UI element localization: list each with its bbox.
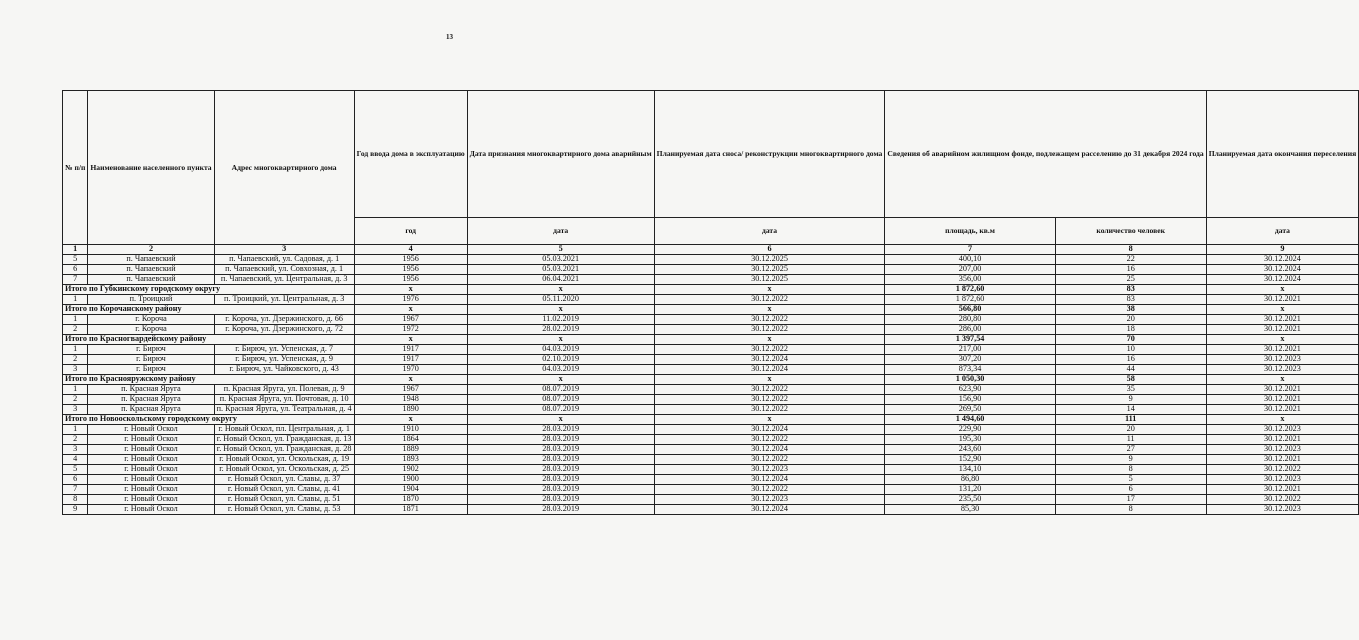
settlement-cell: г. Короча: [88, 315, 214, 325]
emergency-date-cell: 04.03.2019: [467, 345, 654, 355]
table-row: [63, 455, 1359, 465]
people-cell: 9: [1055, 455, 1206, 465]
people-cell: 10: [1055, 345, 1206, 355]
people-cell: 5: [1055, 475, 1206, 485]
people-cell: 17: [1055, 495, 1206, 505]
emergency-date-cell: 28.03.2019: [467, 435, 654, 445]
address-cell: г. Новый Оскол, пл. Центральная, д. 1: [214, 425, 354, 435]
year-cell: 1956: [354, 255, 467, 265]
demolition-date-cell: 30.12.2023: [654, 465, 885, 475]
table-row: [63, 365, 1359, 375]
year-cell: 1970: [354, 365, 467, 375]
header-row: [63, 91, 1359, 218]
row-number: 3: [63, 445, 88, 455]
row-number: 1: [63, 385, 88, 395]
area-cell: 156,90: [885, 395, 1055, 405]
subheader-date-1: дата: [467, 218, 654, 245]
demolition-date-cell: 30.12.2022: [654, 325, 885, 335]
emergency-date-cell: 28.03.2019: [467, 465, 654, 475]
people-cell: 111: [1055, 415, 1206, 425]
resettlement-date-cell: 30.12.2023: [1206, 355, 1359, 365]
column-number: 7: [885, 245, 1055, 255]
year-cell: 1889: [354, 445, 467, 455]
resettlement-date-cell: 30.12.2021: [1206, 455, 1359, 465]
row-number: 4: [63, 455, 88, 465]
people-cell: 38: [1055, 305, 1206, 315]
resettlement-date-cell: х: [1206, 285, 1359, 295]
year-cell: х: [354, 305, 467, 315]
area-cell: 286,00: [885, 325, 1055, 335]
row-number: 2: [63, 325, 88, 335]
resettlement-date-cell: 30.12.2021: [1206, 325, 1359, 335]
people-cell: 20: [1055, 315, 1206, 325]
address-cell: п. Чапаевский, ул. Садовая, д. 1: [214, 255, 354, 265]
address-cell: п. Троицкий, ул. Центральная, д. 3: [214, 295, 354, 305]
row-number: 5: [63, 255, 88, 265]
area-cell: 1 050,30: [885, 375, 1055, 385]
emergency-date-cell: х: [467, 305, 654, 315]
area-cell: 1 872,60: [885, 295, 1055, 305]
emergency-date-cell: х: [467, 375, 654, 385]
address-cell: п. Чапаевский, ул. Совхозная, д. 1: [214, 265, 354, 275]
year-cell: х: [354, 335, 467, 345]
area-cell: 1 494,60: [885, 415, 1055, 425]
year-cell: 1902: [354, 465, 467, 475]
area-cell: 623,90: [885, 385, 1055, 395]
emergency-date-cell: 28.03.2019: [467, 495, 654, 505]
column-number: 2: [88, 245, 214, 255]
total-label: Итого по Корочанскому району: [63, 305, 355, 315]
header-settlement: Наименование населенного пункта: [88, 91, 214, 245]
area-cell: 217,00: [885, 345, 1055, 355]
column-number: 8: [1055, 245, 1206, 255]
people-cell: 18: [1055, 325, 1206, 335]
demolition-date-cell: 30.12.2022: [654, 485, 885, 495]
area-cell: 280,80: [885, 315, 1055, 325]
settlement-cell: г. Новый Оскол: [88, 465, 214, 475]
year-cell: 1976: [354, 295, 467, 305]
table-row: [63, 355, 1359, 365]
settlement-cell: г. Новый Оскол: [88, 485, 214, 495]
address-cell: г. Бирюч, ул. Чайковского, д. 43: [214, 365, 354, 375]
settlement-cell: г. Бирюч: [88, 345, 214, 355]
resettlement-date-cell: 30.12.2021: [1206, 485, 1359, 495]
address-cell: г. Новый Оскол, ул. Славы, д. 41: [214, 485, 354, 495]
resettlement-date-cell: 30.12.2023: [1206, 425, 1359, 435]
table-row: [63, 385, 1359, 395]
resettlement-date-cell: 30.12.2023: [1206, 475, 1359, 485]
area-cell: 85,30: [885, 505, 1055, 515]
table-row: [63, 275, 1359, 285]
address-cell: п. Красная Яруга, ул. Театральная, д. 4: [214, 405, 354, 415]
year-cell: 1910: [354, 425, 467, 435]
year-cell: 1893: [354, 455, 467, 465]
area-cell: 566,80: [885, 305, 1055, 315]
demolition-date-cell: 30.12.2022: [654, 435, 885, 445]
column-number: 1: [63, 245, 88, 255]
year-cell: 1967: [354, 315, 467, 325]
people-cell: 16: [1055, 265, 1206, 275]
demolition-date-cell: 30.12.2022: [654, 455, 885, 465]
table-row: [63, 325, 1359, 335]
demolition-date-cell: х: [654, 305, 885, 315]
header-address: Адрес многоквартирного дома: [214, 91, 354, 245]
row-number: 7: [63, 275, 88, 285]
total-row: [63, 305, 1359, 315]
table-row: [63, 295, 1359, 305]
resettlement-date-cell: 30.12.2022: [1206, 465, 1359, 475]
row-number: 1: [63, 345, 88, 355]
address-cell: г. Короча, ул. Дзержинского, д. 66: [214, 315, 354, 325]
year-cell: х: [354, 285, 467, 295]
total-row: [63, 375, 1359, 385]
row-number: 1: [63, 315, 88, 325]
people-cell: 27: [1055, 445, 1206, 455]
year-cell: 1917: [354, 345, 467, 355]
row-number: 5: [63, 465, 88, 475]
area-cell: 1 872,60: [885, 285, 1055, 295]
column-number: 4: [354, 245, 467, 255]
table-row: [63, 505, 1359, 515]
people-cell: 83: [1055, 285, 1206, 295]
row-number: 3: [63, 405, 88, 415]
header-date-resettlement: Планируемая дата окончания переселения: [1206, 91, 1359, 218]
demolition-date-cell: 30.12.2024: [654, 365, 885, 375]
area-cell: 195,30: [885, 435, 1055, 445]
demolition-date-cell: 30.12.2022: [654, 405, 885, 415]
people-cell: 70: [1055, 335, 1206, 345]
header-date-demolition: Планируемая дата сноса/ реконструкции многоквартирного дома: [654, 91, 885, 218]
people-cell: 14: [1055, 405, 1206, 415]
people-cell: 9: [1055, 395, 1206, 405]
total-row: [63, 415, 1359, 425]
total-row: [63, 335, 1359, 345]
emergency-housing-table: [62, 90, 1359, 515]
settlement-cell: п. Чапаевский: [88, 265, 214, 275]
year-cell: х: [354, 415, 467, 425]
demolition-date-cell: 30.12.2023: [654, 495, 885, 505]
demolition-date-cell: х: [654, 375, 885, 385]
table-row: [63, 495, 1359, 505]
resettlement-date-cell: 30.12.2021: [1206, 395, 1359, 405]
resettlement-date-cell: 30.12.2021: [1206, 295, 1359, 305]
settlement-cell: г. Новый Оскол: [88, 455, 214, 465]
address-cell: г. Новый Оскол, ул. Славы, д. 53: [214, 505, 354, 515]
settlement-cell: г. Бирюч: [88, 365, 214, 375]
table-row: [63, 425, 1359, 435]
address-cell: п. Красная Яруга, ул. Почтовая, д. 10: [214, 395, 354, 405]
year-cell: 1900: [354, 475, 467, 485]
row-number: 6: [63, 475, 88, 485]
year-cell: 1871: [354, 505, 467, 515]
column-number: 6: [654, 245, 885, 255]
page-number: 13: [446, 33, 453, 41]
subheader-year: год: [354, 218, 467, 245]
total-label: Итого по Губкинскому городскому округу: [63, 285, 355, 295]
people-cell: 25: [1055, 275, 1206, 285]
settlement-cell: г. Короча: [88, 325, 214, 335]
emergency-date-cell: 28.03.2019: [467, 455, 654, 465]
subheader-area: площадь, кв.м: [885, 218, 1055, 245]
demolition-date-cell: 30.12.2022: [654, 315, 885, 325]
address-cell: п. Чапаевский, ул. Центральная, д. 3: [214, 275, 354, 285]
emergency-date-cell: 28.03.2019: [467, 505, 654, 515]
emergency-date-cell: 28.03.2019: [467, 475, 654, 485]
column-number: 9: [1206, 245, 1359, 255]
settlement-cell: г. Новый Оскол: [88, 495, 214, 505]
area-cell: 307,20: [885, 355, 1055, 365]
demolition-date-cell: 30.12.2022: [654, 395, 885, 405]
settlement-cell: п. Красная Яруга: [88, 385, 214, 395]
demolition-date-cell: 30.12.2024: [654, 445, 885, 455]
total-label: Итого по Краснояружскому району: [63, 375, 355, 385]
year-cell: х: [354, 375, 467, 385]
emergency-date-cell: 08.07.2019: [467, 405, 654, 415]
emergency-date-cell: 05.03.2021: [467, 255, 654, 265]
row-number: 8: [63, 495, 88, 505]
table-row: [63, 485, 1359, 495]
header-year-built: Год ввода дома в эксплуатацию: [354, 91, 467, 218]
row-number: 3: [63, 365, 88, 375]
people-cell: 16: [1055, 355, 1206, 365]
emergency-date-cell: х: [467, 415, 654, 425]
address-cell: п. Красная Яруга, ул. Полевая, д. 9: [214, 385, 354, 395]
area-cell: 356,00: [885, 275, 1055, 285]
settlement-cell: г. Бирюч: [88, 355, 214, 365]
people-cell: 20: [1055, 425, 1206, 435]
year-cell: 1948: [354, 395, 467, 405]
row-number: 2: [63, 435, 88, 445]
year-cell: 1904: [354, 485, 467, 495]
table-row: [63, 395, 1359, 405]
emergency-date-cell: 28.03.2019: [467, 485, 654, 495]
demolition-date-cell: 30.12.2024: [654, 505, 885, 515]
resettlement-date-cell: 30.12.2021: [1206, 405, 1359, 415]
emergency-date-cell: 08.07.2019: [467, 385, 654, 395]
address-cell: г. Бирюч, ул. Успенская, д. 7: [214, 345, 354, 355]
table-row: [63, 265, 1359, 275]
emergency-date-cell: 11.02.2019: [467, 315, 654, 325]
people-cell: 11: [1055, 435, 1206, 445]
subheader-people: количество человек: [1055, 218, 1206, 245]
settlement-cell: г. Новый Оскол: [88, 475, 214, 485]
area-cell: 235,50: [885, 495, 1055, 505]
resettlement-date-cell: 30.12.2024: [1206, 275, 1359, 285]
resettlement-date-cell: 30.12.2021: [1206, 385, 1359, 395]
year-cell: 1890: [354, 405, 467, 415]
area-cell: 1 397,54: [885, 335, 1055, 345]
emergency-date-cell: 02.10.2019: [467, 355, 654, 365]
header-date-emergency: Дата признания многоквартирного дома аварийным: [467, 91, 654, 218]
resettlement-date-cell: 30.12.2023: [1206, 445, 1359, 455]
row-number: 2: [63, 395, 88, 405]
table-row: [63, 435, 1359, 445]
resettlement-date-cell: 30.12.2022: [1206, 495, 1359, 505]
resettlement-date-cell: 30.12.2021: [1206, 435, 1359, 445]
settlement-cell: г. Новый Оскол: [88, 445, 214, 455]
table-row: [63, 315, 1359, 325]
demolition-date-cell: 30.12.2024: [654, 475, 885, 485]
header-fund-info: Сведения об аварийном жилищном фонде, подлежащем расселению до 31 декабря 2024 года: [885, 91, 1206, 218]
settlement-cell: п. Красная Яруга: [88, 395, 214, 405]
resettlement-date-cell: х: [1206, 335, 1359, 345]
row-number: 6: [63, 265, 88, 275]
address-cell: г. Бирюч, ул. Успенская, д. 9: [214, 355, 354, 365]
people-cell: 83: [1055, 295, 1206, 305]
people-cell: 8: [1055, 505, 1206, 515]
table-row: [63, 445, 1359, 455]
people-cell: 22: [1055, 255, 1206, 265]
demolition-date-cell: 30.12.2025: [654, 275, 885, 285]
area-cell: 229,90: [885, 425, 1055, 435]
address-cell: г. Новый Оскол, ул. Оскольская, д. 25: [214, 465, 354, 475]
area-cell: 207,00: [885, 265, 1055, 275]
table-row: [63, 405, 1359, 415]
area-cell: 400,10: [885, 255, 1055, 265]
row-number: 1: [63, 295, 88, 305]
emergency-date-cell: 28.02.2019: [467, 325, 654, 335]
demolition-date-cell: 30.12.2022: [654, 385, 885, 395]
address-cell: г. Короча, ул. Дзержинского, д. 72: [214, 325, 354, 335]
column-number-row: [63, 245, 1359, 255]
people-cell: 8: [1055, 465, 1206, 475]
total-row: [63, 285, 1359, 295]
resettlement-date-cell: 30.12.2021: [1206, 345, 1359, 355]
year-cell: 1864: [354, 435, 467, 445]
area-cell: 134,10: [885, 465, 1055, 475]
people-cell: 6: [1055, 485, 1206, 495]
year-cell: 1972: [354, 325, 467, 335]
demolition-date-cell: 30.12.2022: [654, 295, 885, 305]
total-label: Итого по Красногвардейскому району: [63, 335, 355, 345]
people-cell: 58: [1055, 375, 1206, 385]
subheader-date-2: дата: [654, 218, 885, 245]
emergency-date-cell: 28.03.2019: [467, 425, 654, 435]
area-cell: 86,80: [885, 475, 1055, 485]
demolition-date-cell: 30.12.2024: [654, 425, 885, 435]
resettlement-date-cell: х: [1206, 305, 1359, 315]
area-cell: 243,60: [885, 445, 1055, 455]
people-cell: 44: [1055, 365, 1206, 375]
address-cell: г. Новый Оскол, ул. Гражданская, д. 13: [214, 435, 354, 445]
emergency-date-cell: 05.03.2021: [467, 265, 654, 275]
emergency-date-cell: х: [467, 285, 654, 295]
resettlement-date-cell: 30.12.2023: [1206, 365, 1359, 375]
area-cell: 873,34: [885, 365, 1055, 375]
address-cell: г. Новый Оскол, ул. Славы, д. 51: [214, 495, 354, 505]
row-number: 9: [63, 505, 88, 515]
row-number: 1: [63, 425, 88, 435]
address-cell: г. Новый Оскол, ул. Славы, д. 37: [214, 475, 354, 485]
demolition-date-cell: 30.12.2022: [654, 345, 885, 355]
settlement-cell: п. Красная Яруга: [88, 405, 214, 415]
resettlement-date-cell: 30.12.2024: [1206, 255, 1359, 265]
emergency-date-cell: 28.03.2019: [467, 445, 654, 455]
column-number: 3: [214, 245, 354, 255]
settlement-cell: г. Новый Оскол: [88, 425, 214, 435]
table-row: [63, 345, 1359, 355]
emergency-date-cell: 06.04.2021: [467, 275, 654, 285]
settlement-cell: п. Троицкий: [88, 295, 214, 305]
table-row: [63, 255, 1359, 265]
year-cell: 1967: [354, 385, 467, 395]
resettlement-date-cell: 30.12.2023: [1206, 505, 1359, 515]
demolition-date-cell: 30.12.2024: [654, 355, 885, 365]
area-cell: 269,50: [885, 405, 1055, 415]
resettlement-date-cell: 30.12.2024: [1206, 265, 1359, 275]
demolition-date-cell: х: [654, 285, 885, 295]
demolition-date-cell: 30.12.2025: [654, 255, 885, 265]
area-cell: 152,90: [885, 455, 1055, 465]
address-cell: г. Новый Оскол, ул. Гражданская, д. 28: [214, 445, 354, 455]
year-cell: 1917: [354, 355, 467, 365]
settlement-cell: г. Новый Оскол: [88, 435, 214, 445]
subheader-date-3: дата: [1206, 218, 1359, 245]
table-row: [63, 465, 1359, 475]
year-cell: 1956: [354, 275, 467, 285]
emergency-date-cell: 05.11.2020: [467, 295, 654, 305]
people-cell: 35: [1055, 385, 1206, 395]
emergency-date-cell: х: [467, 335, 654, 345]
total-label: Итого по Новооскольскому городскому округу: [63, 415, 355, 425]
emergency-date-cell: 08.07.2019: [467, 395, 654, 405]
row-number: 2: [63, 355, 88, 365]
resettlement-date-cell: х: [1206, 415, 1359, 425]
resettlement-date-cell: х: [1206, 375, 1359, 385]
year-cell: 1870: [354, 495, 467, 505]
table-row: [63, 475, 1359, 485]
demolition-date-cell: 30.12.2025: [654, 265, 885, 275]
settlement-cell: п. Чапаевский: [88, 275, 214, 285]
demolition-date-cell: х: [654, 415, 885, 425]
settlement-cell: г. Новый Оскол: [88, 505, 214, 515]
address-cell: г. Новый Оскол, ул. Оскольская, д. 19: [214, 455, 354, 465]
settlement-cell: п. Чапаевский: [88, 255, 214, 265]
column-number: 5: [467, 245, 654, 255]
resettlement-date-cell: 30.12.2021: [1206, 315, 1359, 325]
year-cell: 1956: [354, 265, 467, 275]
row-number: 7: [63, 485, 88, 495]
header-num: № п/п: [63, 91, 88, 245]
demolition-date-cell: х: [654, 335, 885, 345]
emergency-date-cell: 04.03.2019: [467, 365, 654, 375]
area-cell: 131,20: [885, 485, 1055, 495]
